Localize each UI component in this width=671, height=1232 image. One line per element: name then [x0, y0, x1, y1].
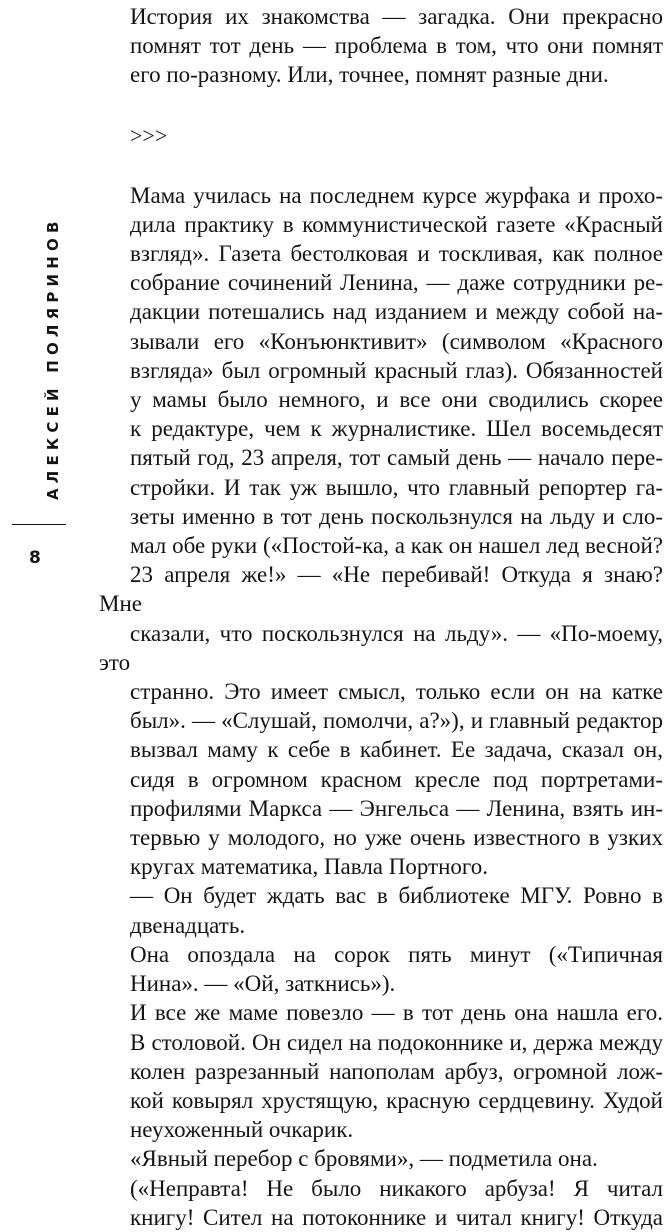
paragraph-3: [99, 881, 663, 939]
page-sidebar: [0, 0, 70, 1114]
text-line: сидя в огромном красном кресле под портретами-: [130, 766, 663, 792]
paragraph-7: [99, 1174, 663, 1232]
book-text: [99, 0, 663, 1232]
running-head-author: АЛЕКСЕЙ ПОЛЯРИНОВ: [44, 216, 62, 500]
paragraph-2: [99, 181, 663, 882]
text-line: зывали его «Конъюнктивит» (символом «Красного: [130, 328, 663, 354]
text-line: («Неправта! Не было никакого арбуза! Я читал: [130, 1175, 663, 1201]
text-line: зеты именно в тот день поскользнулся на льду и сло-: [130, 503, 663, 529]
text-line: История их знакомства — загадка. Они прекрасно: [130, 4, 663, 29]
section-separator: >>>: [130, 122, 168, 148]
text-line: взгляда» был огромный красный глаз). Обязанностей: [130, 357, 663, 383]
text-line: мал обе руки («Постой-ка, а как он нашел лед весной?: [130, 533, 663, 559]
text-line: стройки. И так уж вышло, что главный репортер га-: [130, 474, 663, 500]
sidebar-divider: [12, 524, 66, 525]
text-line: профилями Маркса — Энгельса — Ленина, взять ин-: [130, 795, 663, 821]
paragraph-5: [99, 998, 663, 1144]
text-line: сказали, что поскользнулся на льду». — «По-моему, это: [99, 620, 663, 675]
text-line: неухоженный очкарик.: [130, 1117, 354, 1143]
text-line: В столовой. Он сидел на подоконнике и, держа между: [130, 1029, 663, 1055]
text-line: книгу! Сител на потоконнике и читал книгу! Откуда: [130, 1204, 663, 1230]
text-line: дакции потешались над изданием и между собой на-: [130, 299, 663, 325]
text-line: Нина». — «Ой, заткнись»).: [130, 971, 396, 997]
text-line: странно. Это имеет смысл, только если он на катке: [130, 679, 663, 705]
text-line: «Явный перебор с бровями», — подметила она.: [130, 1146, 598, 1172]
paragraph-1: [99, 2, 663, 90]
text-line: взгляд». Газета бестолковая и тоскливая, как полное: [130, 241, 663, 267]
text-line: пятый год, 23 апреля, тот самый день — начало пере-: [130, 445, 663, 471]
text-line: к редактуре, чем к журналистике. Шел восемьдесят: [130, 416, 663, 442]
text-line: вызвал маму к себе в кабинет. Ее задача, сказал он,: [130, 737, 663, 763]
text-line: помнят тот день — проблема в том, что они помнят: [130, 33, 663, 59]
text-line: дила практику в коммунистической газете «Красный: [130, 211, 663, 237]
text-line: колен разрезанный напополам арбуз, огромной лож-: [130, 1058, 663, 1084]
text-line: Мама училась на последнем курсе журфака и прохо-: [130, 182, 663, 208]
paragraph-6: [99, 1144, 663, 1173]
text-line: собрание сочинений Ленина, — даже сотрудники ре-: [130, 270, 663, 296]
text-line: Она опоздала на сорок пять минут («Типичная: [130, 941, 663, 967]
text-line: у мамы было немного, и все они сводились скорее: [130, 387, 663, 413]
text-line: — Он будет ждать вас в библиотеке МГУ. Ровно в: [130, 883, 663, 909]
text-line: тервью у молодого, но уже очень известного в узких: [130, 825, 663, 851]
text-line: двенадцать.: [130, 912, 246, 938]
text-line: 23 апреля же!» — «Не перебивай! Откуда я знаю? Мне: [99, 562, 663, 617]
text-line: кой ковырял хрустящую, красную сердцевину. Худой: [130, 1087, 663, 1113]
text-line: его по-разному. Или, точнее, помнят разные дни.: [130, 62, 609, 88]
text-line: И все же маме повезло — в тот день она нашла его.: [130, 1000, 663, 1026]
page-number: 8: [29, 548, 41, 568]
text-line: кругах математика, Павла Портного.: [130, 854, 489, 880]
paragraph-4: [99, 940, 663, 998]
text-line: был». — «Слушай, помолчи, а?»), и главный редактор: [130, 708, 663, 734]
